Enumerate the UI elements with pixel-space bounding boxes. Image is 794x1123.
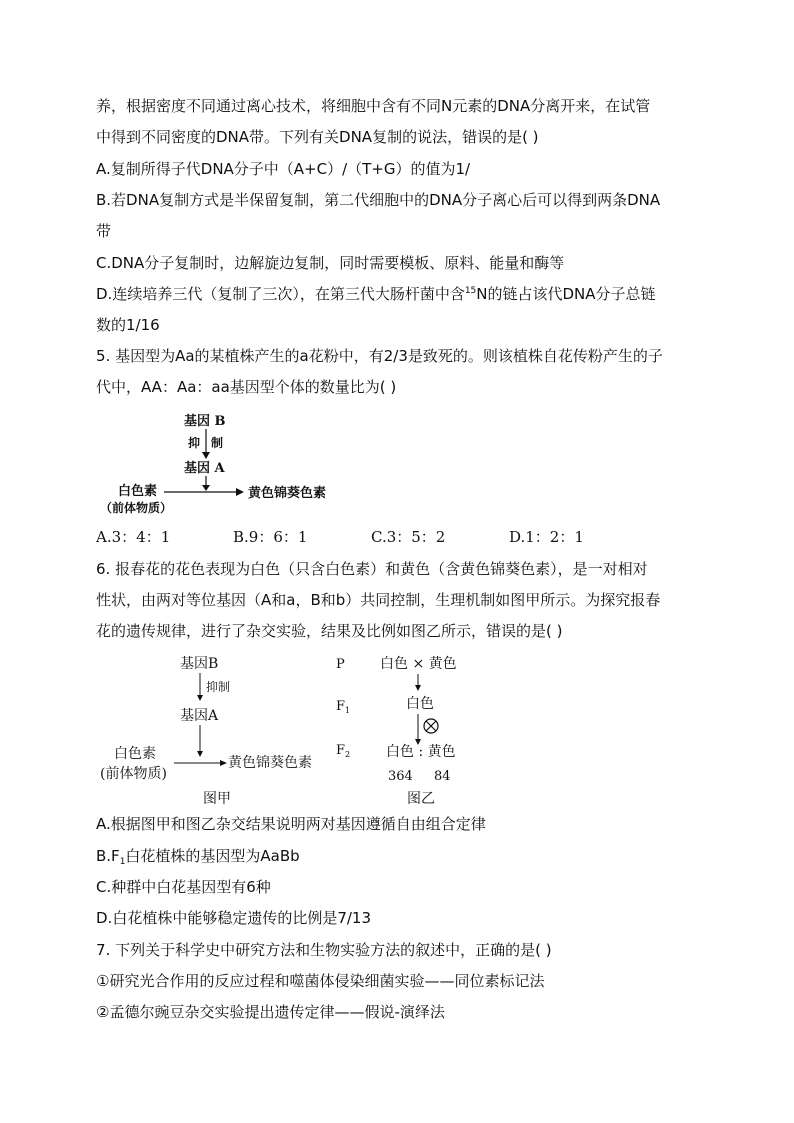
q7-item-1: ①研究光合作用的反应过程和噬菌体侵染细菌实验——同位素标记法 <box>96 972 545 990</box>
q6-jia-gene-a: 基因A <box>180 708 219 724</box>
q6-stem-line1: 6. 报春花的花色表现为白色（只含白色素）和黄色（含黄色锦葵色素），是一对相对 <box>96 560 648 578</box>
q5-fig-white-pigment: 白色素 <box>118 484 158 499</box>
q6-option-b-sub: 1 <box>119 857 126 867</box>
q5-fig-inhibit-1: 抑 <box>188 436 201 450</box>
q6-jia-white-pigment: 白色素 <box>114 746 156 762</box>
q5-option-b: B.9：6：1 <box>233 528 308 546</box>
q6-yi-count-yellow: 84 <box>434 769 451 784</box>
q5-fig-gene-a: 基因 A <box>184 461 225 476</box>
q4-option-d-post: N的链占该代DNA分子总链 <box>476 285 656 303</box>
q4-option-c: C.DNA分子复制时，边解旋边复制，同时需要模板、原料、能量和酶等 <box>96 254 565 272</box>
q4-option-d-line1 <box>96 284 656 304</box>
q6-yi-p-cross: 白色 × 黄色 <box>380 656 457 672</box>
q6-option-d: D.白花植株中能够稳定遗传的比例是7/13 <box>96 909 372 927</box>
q6-option-b-pre: B.F <box>96 847 120 865</box>
q6-stem-line2: 性状，由两对等位基因（A和a，B和b）共同控制，生理机制如图甲所示。为探究报春 <box>96 591 661 609</box>
q7-stem: 7. 下列关于科学史中研究方法和生物实验方法的叙述中，正确的是( ) <box>96 941 552 959</box>
q5-stem-line2: 代中，AA：Aa：aa基因型个体的数量比为( ) <box>96 378 397 396</box>
q5-option-d: D.1：2：1 <box>509 528 584 546</box>
q6-yi-f2-label: $F_2$ <box>336 743 351 759</box>
q6-yi-f1-sub: 1 <box>345 706 351 715</box>
q4-option-a: A.复制所得子代DNA分子中（A+C）/（T+G）的值为1/ <box>96 160 471 178</box>
q5-fig-precursor: （前体物质） <box>100 501 173 515</box>
q5-fig-gene-b: 基因 B <box>184 414 226 429</box>
q6-jia-caption: 图甲 <box>203 791 231 807</box>
q6-yi-caption: 图乙 <box>407 791 435 807</box>
q6-jia-precursor: (前体物质) <box>100 766 167 782</box>
q6-yi-f2-sub: 2 <box>345 750 351 759</box>
q4-option-b-line2: 带 <box>96 222 112 240</box>
q6-jia-arrowhead-b <box>197 695 203 701</box>
q4-option-b-line1: B.若DNA复制方式是半保留复制，第二代细胞中的DNA分子离心后可以得到两条DNA <box>96 191 661 209</box>
q6-figures <box>96 648 496 810</box>
q6-yi-arrowhead-p <box>415 685 421 691</box>
q6-yi-count-white: 364 <box>388 769 413 784</box>
q5-fig-arrowhead-a <box>202 485 210 491</box>
q5-stem-line1: 5. 基因型为Aa的某植株产生的a花粉中，有2/3是致死的。则该植株自花传粉产生的子 <box>96 347 663 365</box>
q6-option-a: A.根据图甲和图乙杂交结果说明两对基因遵循自由组合定律 <box>96 815 486 833</box>
q6-jia-yellow-pigment: 黄色锦葵色素 <box>228 755 312 771</box>
q5-pathway-figure <box>96 405 356 520</box>
q5-option-a: A.3：4：1 <box>96 528 171 546</box>
q6-jia-arrowhead-main <box>220 760 227 766</box>
q6-option-b <box>96 846 300 866</box>
q5-fig-yellow-pigment: 黄色锦葵色素 <box>248 486 327 501</box>
q6-figure-yi <box>336 656 457 807</box>
q5-option-c: C.3：5：2 <box>371 528 446 546</box>
q6-option-c: C.种群中白花基因型有6种 <box>96 878 271 896</box>
q4-stem-line2: 中得到不同密度的DNA带。下列有关DNA复制的说法，错误的是( ) <box>96 128 539 146</box>
q6-option-b-post: 白花植株的基因型为AaBb <box>125 847 300 865</box>
q6-yi-f1-value: 白色 <box>406 696 434 712</box>
q5-fig-arrowhead-b <box>202 452 210 459</box>
q6-jia-inhibit: 抑制 <box>206 680 231 694</box>
q4-option-d-line2: 数的1/16 <box>96 316 160 334</box>
q6-figure-jia <box>100 655 312 807</box>
q5-fig-inhibit-2: 制 <box>211 436 224 450</box>
q6-jia-gene-b: 基因B <box>180 656 219 672</box>
q4-option-d-pre: D.连续培养三代（复制了三次），在第三代大肠杆菌中含 <box>96 285 465 303</box>
q4-option-d-superscript: 15 <box>464 286 477 296</box>
q6-yi-p-label: P <box>336 657 345 672</box>
q5-fig-arrowhead-main <box>236 488 244 496</box>
q6-stem-line3: 花的遗传规律，进行了杂交实验，结果及比例如图乙所示，错误的是( ) <box>96 622 563 640</box>
q6-yi-f1-label: $F_1$ <box>336 699 351 715</box>
q7-item-2: ②孟德尔豌豆杂交实验提出遗传定律——假说-演绎法 <box>96 1003 445 1021</box>
q4-stem-line1: 养，根据密度不同通过离心技术，将细胞中含有不同N元素的DNA分离开来，在试管 <box>96 97 651 115</box>
q6-jia-arrowhead-a <box>197 751 203 757</box>
q6-yi-f2-value: 白色 : 黄色 <box>386 744 456 760</box>
